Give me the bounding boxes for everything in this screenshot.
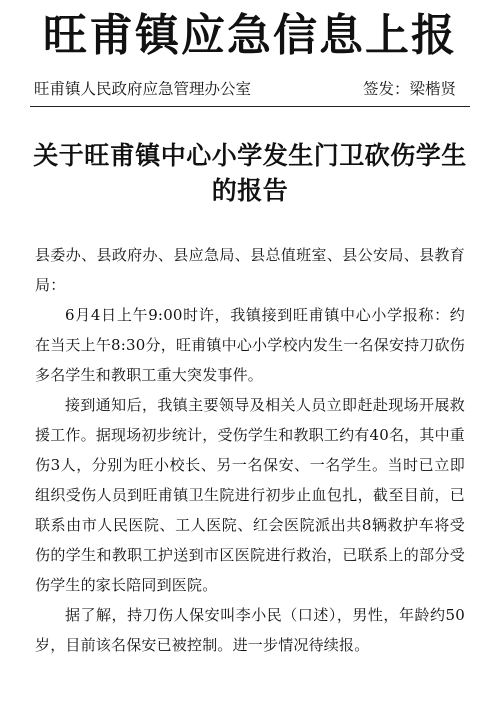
recipients-line: 县委办、县政府办、县应急局、县总值班室、县公安局、县教育局： — [35, 246, 465, 294]
document-title: 关于旺甫镇中心小学发生门卫砍伤学生的报告 — [33, 141, 467, 205]
issuer-row — [34, 76, 470, 102]
issuing-office: 旺甫镇人民政府应急管理办公室 — [34, 80, 252, 98]
masthead-title: 旺甫镇应急信息上报 — [43, 10, 457, 61]
document-body — [35, 240, 465, 660]
body-paragraph-2: 接到通知后，我镇主要领导及相关人员立即赶赴现场开展救援工作。据现场初步统计，受伤学生和教职工约有40名，其中重伤3人，分别为旺小校长、另一名保安、一名学生。当时已立即组织受伤人员到旺甫镇卫生院进行初步止血包扎，截至目前，已联系由市人民医院、工人医院、红会医院派出共8辆救护车将受伤的学生和教职工护送到市区医院进行救治，已联系上的部分受伤学生的家长陪同到医院。 — [35, 396, 465, 594]
body-paragraph-3: 据了解，持刀伤人保安叫李小民（口述），男性，年龄约50岁，目前该名保安已被控制。进一步情况待续报。 — [35, 606, 465, 654]
body-paragraph-1: 6月4日上午9:00时许，我镇接到旺甫镇中心小学报称：约在当天上午8:30分，旺甫镇中心小学校内发生一名保安持刀砍伤多名学生和教职工重大突发事件。 — [35, 306, 465, 384]
header-divider — [30, 106, 470, 107]
signer: 签发：梁楷贤 — [362, 80, 456, 98]
